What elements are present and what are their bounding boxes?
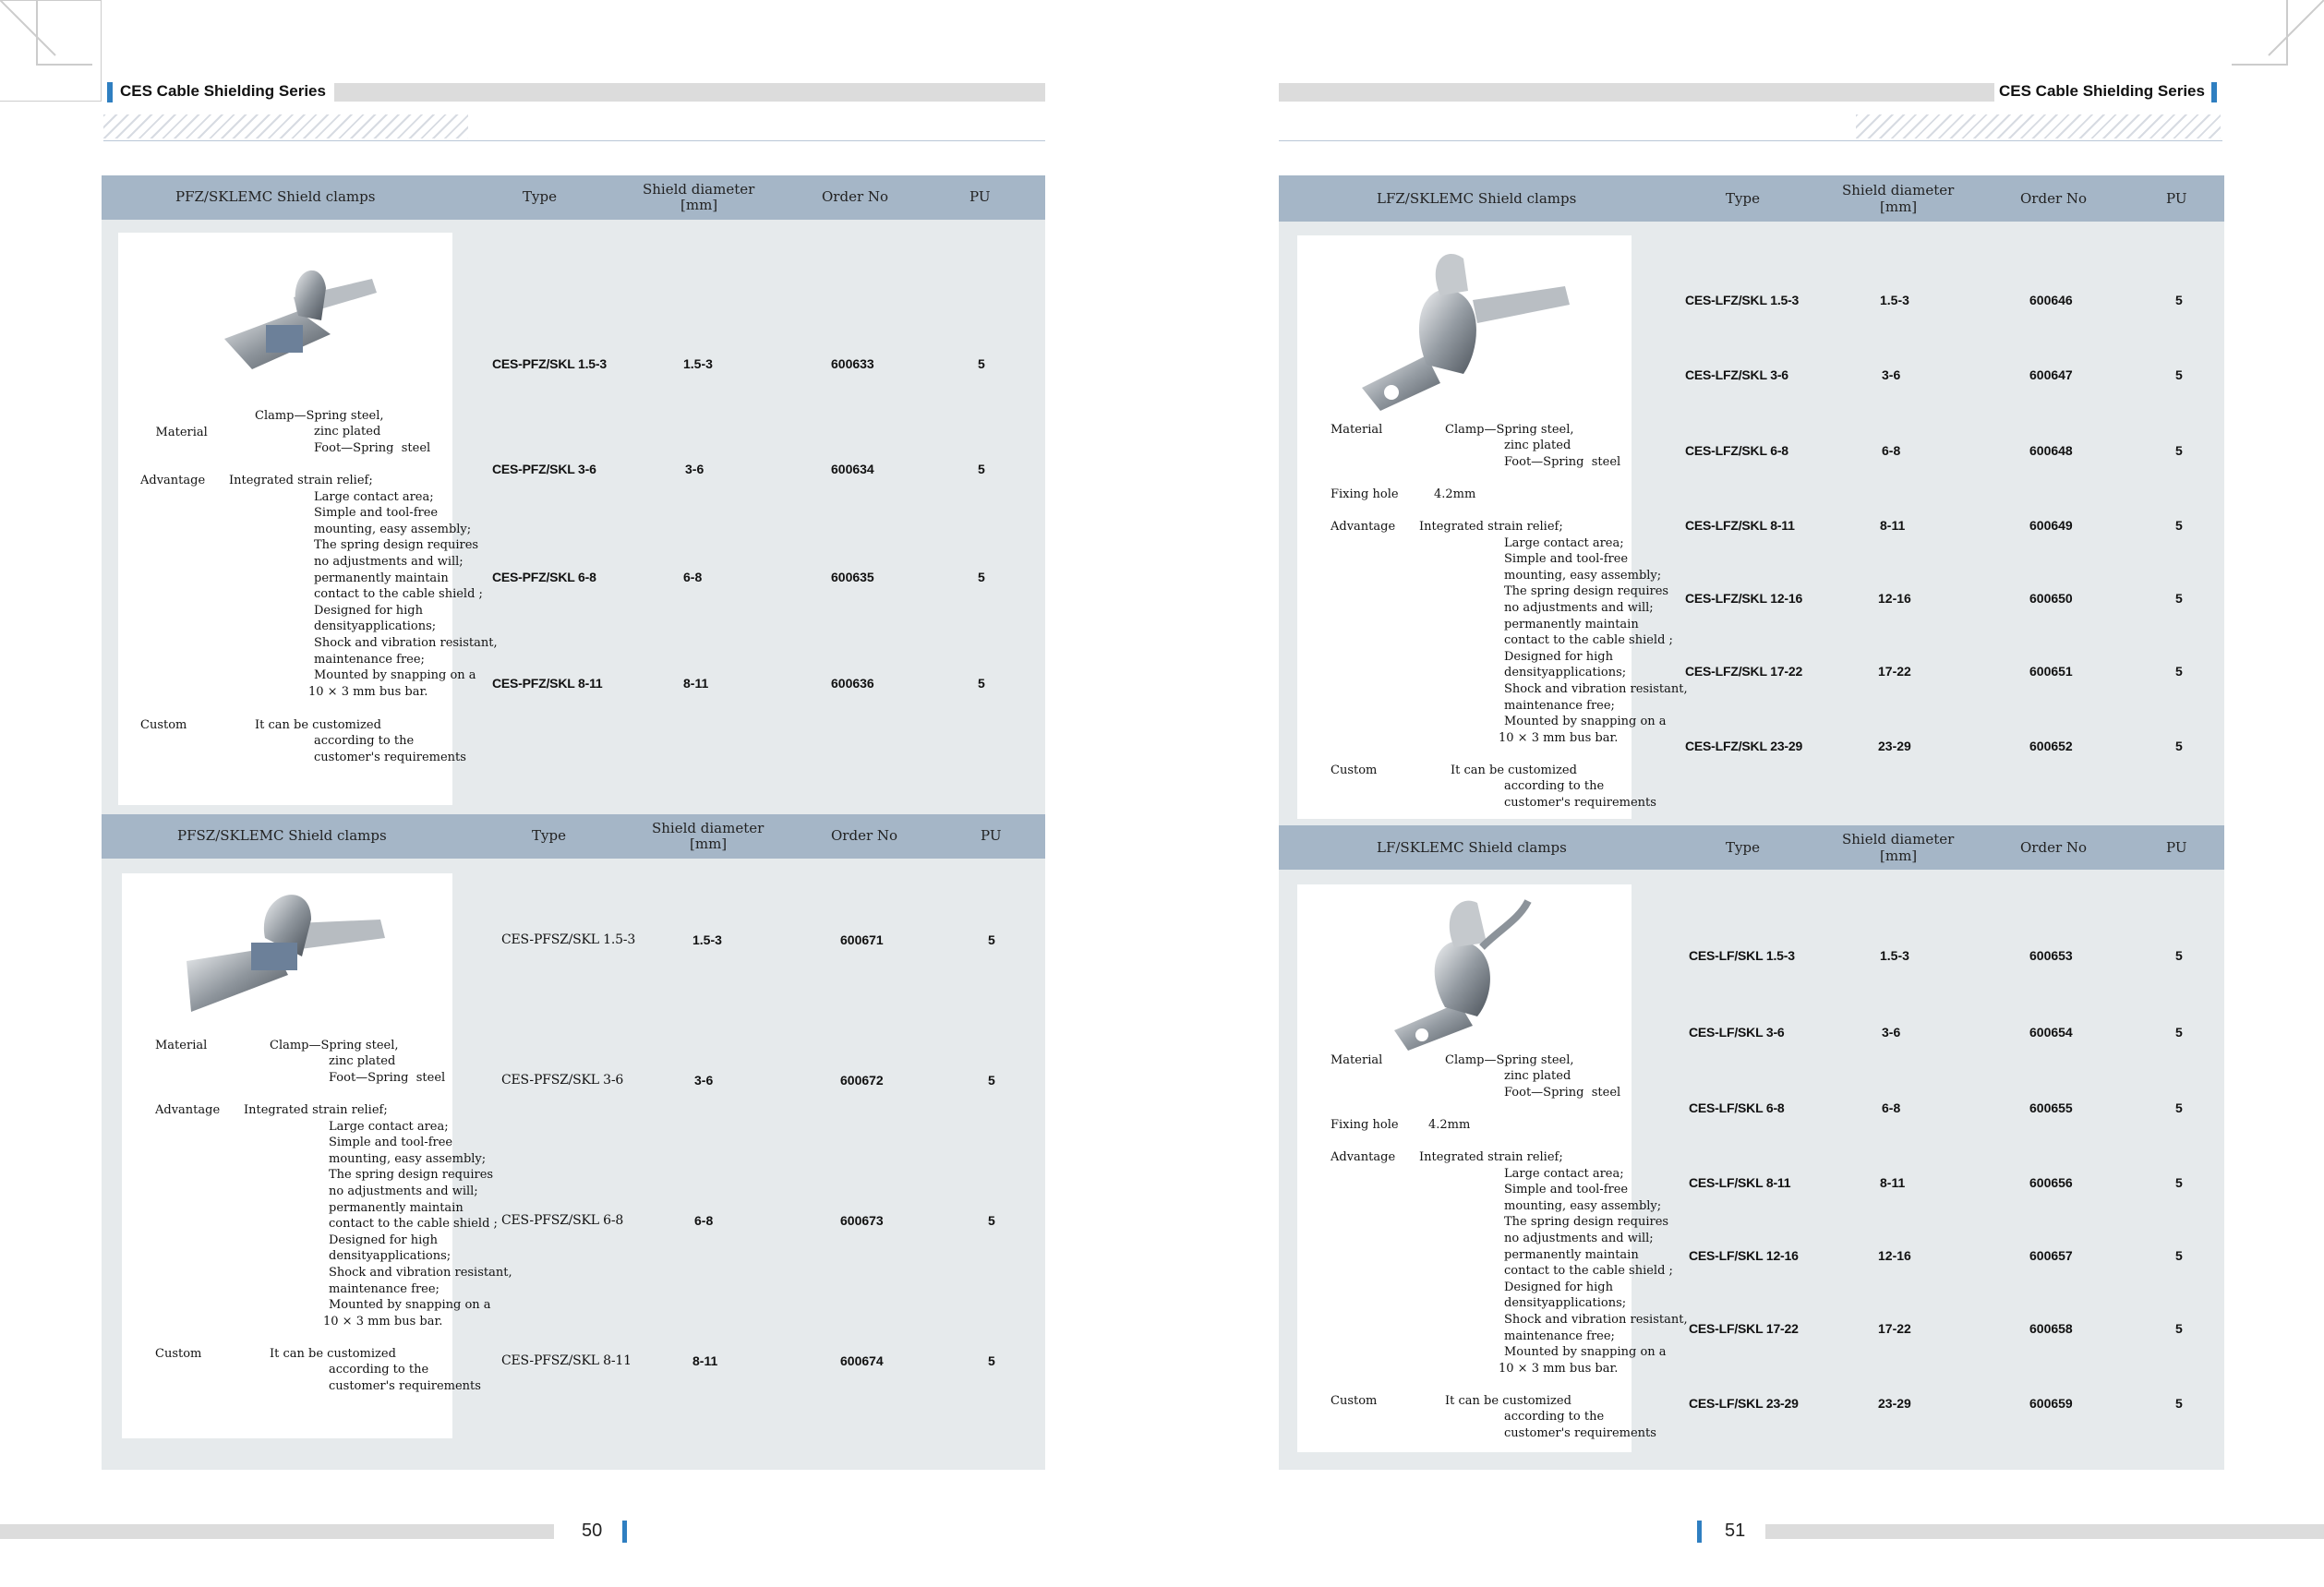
table-row-order: 600633 — [831, 356, 874, 371]
spec-adv: maintenance free; — [329, 1282, 440, 1296]
spec-adv: Designed for high — [1504, 1280, 1613, 1294]
table-row-order: 600651 — [2029, 664, 2073, 679]
spec-adv: The spring design requires — [329, 1168, 494, 1182]
col-shield: Shield diameter — [643, 181, 755, 198]
spec-material: Material — [1331, 1053, 1383, 1067]
col-shield-unit: [mm] — [1880, 848, 1918, 864]
table-row-pu: 5 — [988, 1213, 995, 1228]
spec-adv: permanently maintain — [314, 571, 449, 585]
col-pu: PU — [2166, 190, 2187, 207]
footer-accent-left — [622, 1521, 627, 1543]
spec-foot: Foot—Spring steel — [329, 1071, 446, 1085]
spec-adv: The spring design requires — [1504, 1215, 1669, 1229]
header-hatch-left — [103, 114, 468, 138]
spec-adv: The spring design requires — [1504, 584, 1669, 598]
spec-custom-text: customer's requirements — [329, 1379, 481, 1393]
table-row-diameter: 6-8 — [1882, 443, 1901, 458]
spec-adv: Mounted by snapping on a — [329, 1298, 491, 1312]
table-title: LFZ/SKLEMC Shield clamps — [1377, 190, 1577, 207]
spec-adv: permanently maintain — [1504, 1248, 1639, 1262]
table-row-diameter: 8-11 — [1880, 518, 1906, 533]
table-row-order: 600649 — [2029, 518, 2073, 533]
spec-adv: Shock and vibration resistant, — [1504, 1313, 1688, 1327]
spec-adv: 10 × 3 mm bus bar. — [1499, 1362, 1619, 1376]
table-row-type: CES-LF/SKL 1.5-3 — [1689, 948, 1795, 963]
table-row-pu: 5 — [988, 932, 995, 947]
col-type: Type — [1726, 190, 1760, 207]
spec-adv: 10 × 3 mm bus bar. — [308, 685, 428, 699]
spec-adv: densityapplications; — [1504, 1296, 1627, 1310]
spec-adv: Shock and vibration resistant, — [329, 1266, 512, 1280]
table-row-type: CES-PFSZ/SKL 1.5-3 — [501, 932, 636, 947]
spec-adv: Designed for high — [329, 1233, 438, 1247]
table-row-diameter: 17-22 — [1878, 664, 1911, 679]
spec-adv: Simple and tool-free — [314, 506, 439, 520]
spec-adv: contact to the cable shield ; — [329, 1217, 498, 1231]
spec-adv: Large contact area; — [314, 490, 434, 504]
header-title-left: CES Cable Shielding Series — [120, 82, 326, 100]
table-row-pu: 5 — [988, 1073, 995, 1088]
spec-material: Material — [1331, 423, 1383, 437]
table-row-pu: 5 — [978, 356, 985, 371]
table-row-pu: 5 — [2175, 1175, 2183, 1190]
table-row-type: CES-LFZ/SKL 8-11 — [1685, 518, 1795, 533]
spec-adv: Simple and tool-free — [329, 1136, 453, 1149]
table-row-diameter: 1.5-3 — [1880, 293, 1909, 307]
spec-zinc: zinc plated — [1504, 439, 1571, 452]
table-row-type: CES-LF/SKL 8-11 — [1689, 1175, 1791, 1190]
spec-clamp: Clamp—Spring steel, — [255, 409, 384, 423]
spec-fixing-hole: Fixing hole — [1331, 1118, 1399, 1132]
col-shield-unit: [mm] — [1880, 198, 1918, 215]
spec-adv: Designed for high — [314, 604, 423, 618]
table-row-pu: 5 — [2175, 293, 2183, 307]
spec-adv: mounting, easy assembly; — [1504, 1199, 1662, 1213]
table-row-pu: 5 — [2175, 591, 2183, 606]
table-row-type: CES-PFSZ/SKL 3-6 — [501, 1073, 624, 1088]
page-number-right: 51 — [1725, 1521, 1746, 1541]
header-accent-right — [2211, 82, 2217, 102]
spec-custom: Custom — [155, 1347, 202, 1361]
spec-adv: Mounted by snapping on a — [1504, 715, 1667, 728]
table-row-type: CES-LF/SKL 23-29 — [1689, 1396, 1799, 1411]
table-row-type: CES-PFZ/SKL 1.5-3 — [492, 356, 607, 371]
table-row-pu: 5 — [2175, 1396, 2183, 1411]
spec-custom-text: customer's requirements — [1504, 1426, 1656, 1440]
table-row-type: CES-LFZ/SKL 1.5-3 — [1685, 293, 1800, 307]
col-order: Order No — [2020, 190, 2088, 207]
table-row-order: 600671 — [840, 932, 884, 947]
spec-clamp: Clamp—Spring steel, — [1445, 1053, 1574, 1067]
col-shield: Shield diameter — [1842, 831, 1955, 848]
spec-custom: Custom — [140, 718, 187, 732]
col-type: Type — [1726, 839, 1760, 856]
table-row-diameter: 8-11 — [1880, 1175, 1906, 1190]
spec-advantage: Advantage — [1331, 520, 1396, 534]
spec-fixing-value: 4.2mm — [1434, 487, 1476, 501]
spec-adv: Large contact area; — [1504, 536, 1624, 550]
table-row-order: 600654 — [2029, 1025, 2073, 1040]
table-row-diameter: 3-6 — [1882, 367, 1901, 382]
col-shield-unit: [mm] — [680, 197, 718, 213]
col-type: Type — [532, 827, 566, 844]
spec-adv: Integrated strain relief; — [229, 474, 373, 487]
footer-bar-left — [0, 1524, 554, 1539]
table-row-pu: 5 — [988, 1353, 995, 1368]
spec-zinc: zinc plated — [314, 425, 381, 439]
table-title: PFZ/SKLEMC Shield clamps — [175, 188, 376, 205]
table-row-pu: 5 — [2175, 1321, 2183, 1336]
spec-adv: Mounted by snapping on a — [314, 668, 476, 682]
table-row-order: 600673 — [840, 1213, 884, 1228]
spec-adv: 10 × 3 mm bus bar. — [323, 1315, 443, 1329]
table-row-pu: 5 — [2175, 518, 2183, 533]
table-row-pu: 5 — [2175, 367, 2183, 382]
spec-zinc: zinc plated — [1504, 1069, 1571, 1083]
table-row-diameter: 6-8 — [683, 570, 703, 584]
table-title: LF/SKLEMC Shield clamps — [1377, 839, 1567, 856]
spec-custom-text: It can be customized — [1451, 763, 1577, 777]
table-row-diameter: 3-6 — [694, 1073, 714, 1088]
product-card-lf — [1297, 884, 1688, 1452]
product-card-pfsz — [122, 873, 512, 1438]
clamp-image — [1353, 245, 1574, 411]
table-row-type: CES-PFSZ/SKL 6-8 — [501, 1213, 624, 1228]
spec-advantage: Advantage — [1331, 1150, 1396, 1164]
spec-custom-text: according to the — [329, 1363, 429, 1377]
spec-zinc: zinc plated — [329, 1054, 396, 1068]
spec-adv: mounting, easy assembly; — [329, 1152, 487, 1166]
spec-adv: Integrated strain relief; — [244, 1103, 388, 1117]
table-row-pu: 5 — [2175, 1025, 2183, 1040]
spec-adv: Large contact area; — [329, 1120, 449, 1134]
spec-adv: 10 × 3 mm bus bar. — [1499, 731, 1619, 745]
table-row-pu: 5 — [2175, 664, 2183, 679]
spec-adv: mounting, easy assembly; — [314, 523, 472, 536]
col-pu: PU — [2166, 839, 2187, 856]
spec-adv: no adjustments and will; — [314, 555, 464, 569]
spec-custom: Custom — [1331, 1394, 1378, 1408]
table-row-type: CES-LFZ/SKL 12-16 — [1685, 591, 1803, 606]
table-row-order: 600672 — [840, 1073, 884, 1088]
spec-adv: maintenance free; — [1504, 1329, 1615, 1343]
table-row-order: 600635 — [831, 570, 874, 584]
table-row-order: 600634 — [831, 462, 874, 476]
spec-custom-text: It can be customized — [1445, 1394, 1571, 1408]
spec-adv: The spring design requires — [314, 538, 479, 552]
table-row-diameter: 1.5-3 — [692, 932, 722, 947]
spec-custom-text: It can be customized — [255, 718, 381, 732]
clamp-image — [1390, 892, 1537, 1053]
spec-adv: Shock and vibration resistant, — [314, 636, 498, 650]
table-row-type: CES-LFZ/SKL 3-6 — [1685, 367, 1788, 382]
table-row-type: CES-LF/SKL 3-6 — [1689, 1025, 1785, 1040]
table-row-order: 600648 — [2029, 443, 2073, 458]
table-row-type: CES-LFZ/SKL 23-29 — [1685, 739, 1803, 753]
spec-adv: no adjustments and will; — [1504, 1232, 1654, 1245]
table-row-pu: 5 — [2175, 443, 2183, 458]
table-row-order: 600659 — [2029, 1396, 2073, 1411]
corner-ornament-left — [0, 0, 102, 102]
spec-fixing-value: 4.2mm — [1428, 1118, 1471, 1132]
spec-foot: Foot—Spring steel — [1504, 455, 1621, 469]
table-row-order: 600658 — [2029, 1321, 2073, 1336]
clamp-image — [211, 251, 395, 380]
table-row-diameter: 23-29 — [1878, 1396, 1911, 1411]
table-row-order: 600646 — [2029, 293, 2073, 307]
footer-bar-right — [1765, 1524, 2324, 1539]
table-row-type: CES-PFZ/SKL 8-11 — [492, 676, 603, 691]
spec-custom-text: according to the — [1504, 779, 1605, 793]
spec-custom-text: customer's requirements — [314, 751, 466, 764]
spec-custom-text: according to the — [314, 734, 415, 748]
header-title-right: CES Cable Shielding Series — [1999, 82, 2205, 100]
table-row-pu: 5 — [978, 570, 985, 584]
spec-adv: contact to the cable shield ; — [1504, 633, 1673, 647]
table-row-diameter: 12-16 — [1878, 591, 1911, 606]
table-row-pu: 5 — [978, 462, 985, 476]
header-hatch-right — [1856, 114, 2221, 138]
spec-adv: contact to the cable shield ; — [1504, 1264, 1673, 1278]
spec-foot: Foot—Spring steel — [314, 441, 431, 455]
spec-adv: densityapplications; — [314, 619, 437, 633]
spec-adv: Integrated strain relief; — [1419, 520, 1563, 534]
spec-custom-text: customer's requirements — [1504, 796, 1656, 810]
col-pu: PU — [969, 188, 991, 205]
header-bar-left — [334, 83, 1045, 102]
spec-adv: Mounted by snapping on a — [1504, 1345, 1667, 1359]
table-title: PFSZ/SKLEMC Shield clamps — [177, 827, 387, 844]
spec-custom-text: according to the — [1504, 1410, 1605, 1424]
spec-fixing-hole: Fixing hole — [1331, 487, 1399, 501]
table-row-diameter: 1.5-3 — [683, 356, 713, 371]
table-row-diameter: 12-16 — [1878, 1248, 1911, 1263]
table-row-order: 600647 — [2029, 367, 2073, 382]
table-row-pu: 5 — [2175, 1248, 2183, 1263]
spec-adv: Simple and tool-free — [1504, 1183, 1629, 1196]
spec-adv: permanently maintain — [329, 1201, 464, 1215]
spec-adv: permanently maintain — [1504, 618, 1639, 631]
spec-custom-text: It can be customized — [270, 1347, 396, 1361]
col-order: Order No — [2020, 839, 2088, 856]
spec-adv: Simple and tool-free — [1504, 552, 1629, 566]
header-rule-right — [1279, 140, 2222, 141]
spec-adv: contact to the cable shield ; — [314, 587, 483, 601]
table-row-diameter: 8-11 — [692, 1353, 718, 1368]
spec-adv: no adjustments and will; — [329, 1184, 478, 1198]
table-row-diameter: 6-8 — [694, 1213, 714, 1228]
product-card-lfz — [1297, 235, 1688, 819]
spec-advantage: Advantage — [140, 474, 206, 487]
table-row-type: CES-LFZ/SKL 6-8 — [1685, 443, 1788, 458]
spec-adv: maintenance free; — [1504, 699, 1615, 713]
table-row-diameter: 8-11 — [683, 676, 709, 691]
table-row-type: CES-LFZ/SKL 17-22 — [1685, 664, 1803, 679]
spec-adv: Designed for high — [1504, 650, 1613, 664]
table-row-order: 600653 — [2029, 948, 2073, 963]
table-row-order: 600650 — [2029, 591, 2073, 606]
table-row-type: CES-LF/SKL 17-22 — [1689, 1321, 1799, 1336]
spec-adv: densityapplications; — [1504, 666, 1627, 679]
spec-adv: no adjustments and will; — [1504, 601, 1654, 615]
col-type: Type — [523, 188, 557, 205]
header-rule-left — [103, 140, 1045, 141]
spec-adv: Integrated strain relief; — [1419, 1150, 1563, 1164]
table-row-diameter: 3-6 — [1882, 1025, 1901, 1040]
col-pu: PU — [981, 827, 1002, 844]
table-row-pu: 5 — [2175, 1100, 2183, 1115]
spec-advantage: Advantage — [155, 1103, 221, 1117]
table-row-order: 600652 — [2029, 739, 2073, 753]
col-shield: Shield diameter — [652, 820, 765, 836]
corner-ornament-right — [2222, 0, 2324, 102]
header-accent-left — [107, 82, 113, 102]
table-row-order: 600656 — [2029, 1175, 2073, 1190]
header-bar-right — [1279, 83, 1994, 102]
table-row-diameter: 1.5-3 — [1880, 948, 1909, 963]
spec-adv: maintenance free; — [314, 653, 425, 667]
col-order: Order No — [831, 827, 898, 844]
table-row-order: 600655 — [2029, 1100, 2073, 1115]
spec-material: Material — [155, 425, 208, 439]
spec-custom: Custom — [1331, 763, 1378, 777]
table-row-order: 600657 — [2029, 1248, 2073, 1263]
table-row-pu: 5 — [2175, 948, 2183, 963]
footer-accent-right — [1697, 1521, 1702, 1543]
table-row-type: CES-PFZ/SKL 3-6 — [492, 462, 596, 476]
table-row-diameter: 23-29 — [1878, 739, 1911, 753]
table-row-type: CES-LF/SKL 6-8 — [1689, 1100, 1785, 1115]
spec-foot: Foot—Spring steel — [1504, 1086, 1621, 1100]
table-row-diameter: 3-6 — [685, 462, 704, 476]
page-number-left: 50 — [582, 1521, 603, 1541]
col-shield-unit: [mm] — [690, 836, 728, 852]
table-row-type: CES-PFZ/SKL 6-8 — [492, 570, 596, 584]
table-row-diameter: 6-8 — [1882, 1100, 1901, 1115]
table-row-type: CES-PFSZ/SKL 8-11 — [501, 1353, 632, 1368]
product-card-pfz — [118, 233, 498, 805]
spec-adv: Shock and vibration resistant, — [1504, 682, 1688, 696]
spec-adv: mounting, easy assembly; — [1504, 569, 1662, 583]
table-row-pu: 5 — [2175, 739, 2183, 753]
spec-clamp: Clamp—Spring steel, — [1445, 423, 1574, 437]
table-row-diameter: 17-22 — [1878, 1321, 1911, 1336]
table-row-order: 600636 — [831, 676, 874, 691]
col-shield: Shield diameter — [1842, 182, 1955, 198]
spec-adv: Large contact area; — [1504, 1167, 1624, 1181]
table-row-type: CES-LF/SKL 12-16 — [1689, 1248, 1799, 1263]
clamp-image — [173, 883, 394, 1021]
table-row-pu: 5 — [978, 676, 985, 691]
col-order: Order No — [822, 188, 889, 205]
spec-adv: densityapplications; — [329, 1249, 452, 1263]
spec-clamp: Clamp—Spring steel, — [270, 1039, 399, 1052]
table-row-order: 600674 — [840, 1353, 884, 1368]
spec-material: Material — [155, 1039, 208, 1052]
